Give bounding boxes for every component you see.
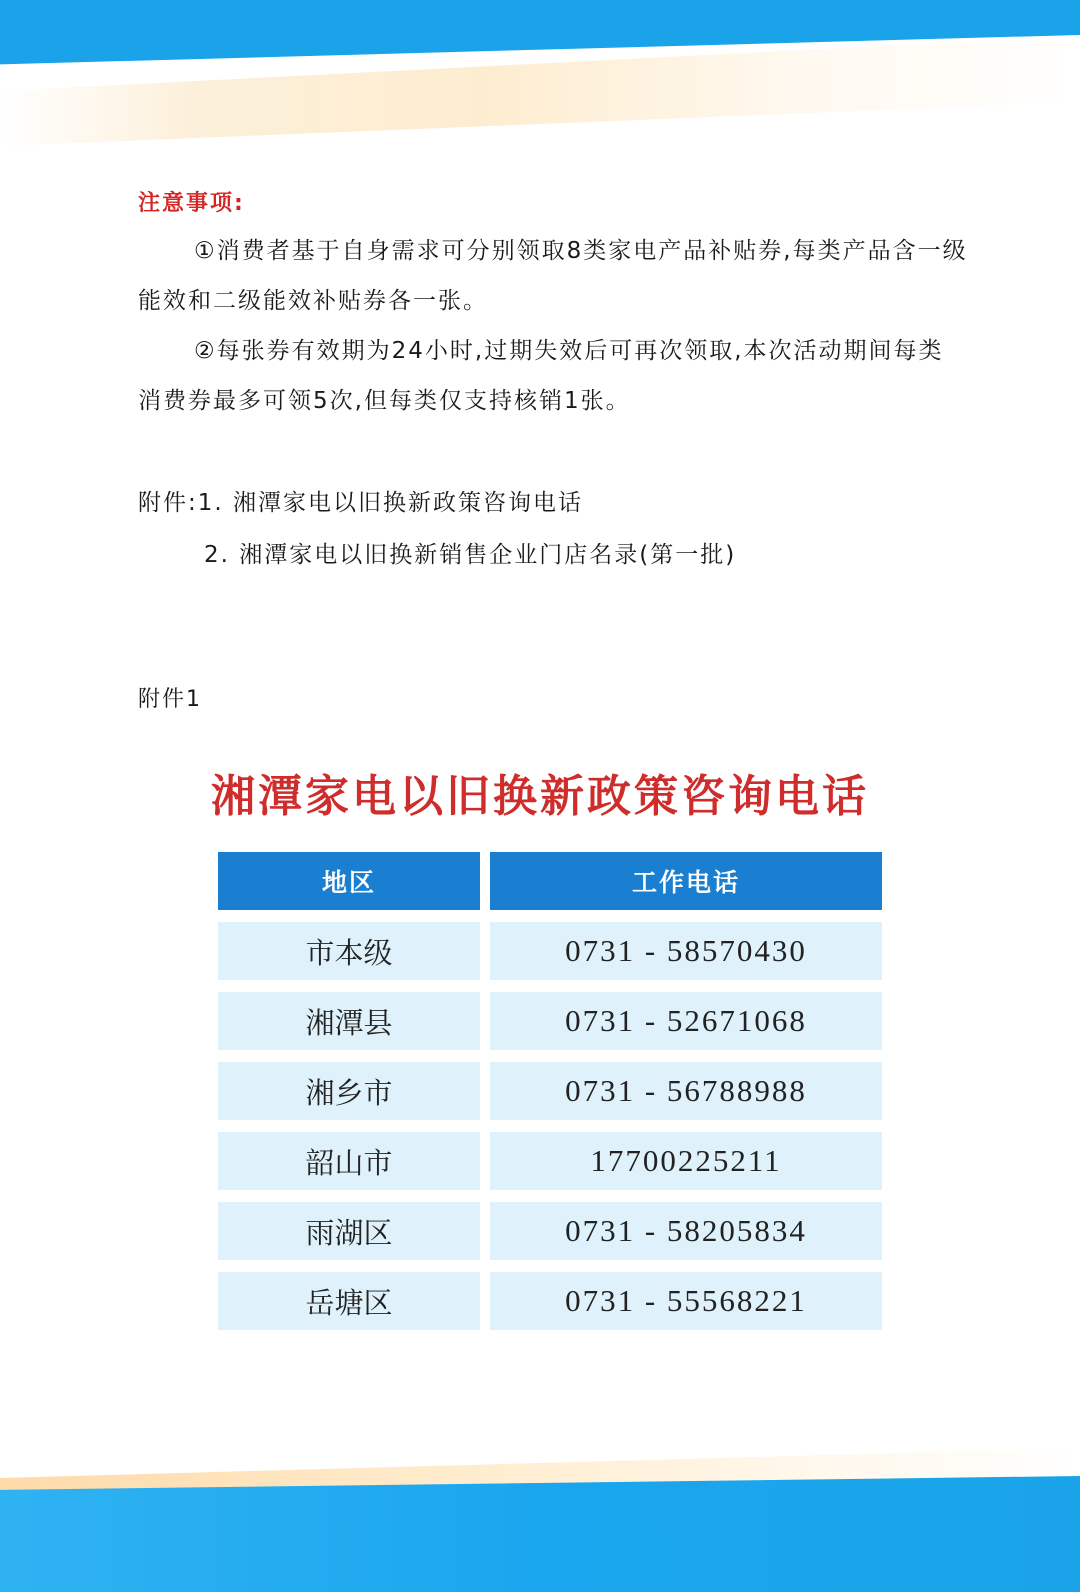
region-cell: 湘潭县 [218,992,480,1050]
phone-cell: 0731 - 58205834 [490,1202,882,1260]
phone-list-title: 湘潭家电以旧换新政策咨询电话 [211,771,869,822]
region-cell: 雨湖区 [218,1202,480,1260]
region-cell: 韶山市 [218,1132,480,1190]
table-row [218,1202,882,1260]
attachment-line-2: 2. 湘潭家电以旧换新销售企业门店名录(第一批) [204,542,737,568]
table-row [218,992,882,1050]
table-row [218,1272,882,1330]
phone-cell: 0731 - 58570430 [490,922,882,980]
header-phone: 工作电话 [490,852,882,910]
region-cell: 湘乡市 [218,1062,480,1120]
table-row [218,922,882,980]
annex-label: 附件1 [138,687,202,712]
bottom-blue-band [0,1476,1080,1592]
table-row [218,1132,882,1190]
phone-cell: 0731 - 55568221 [490,1272,882,1330]
table-header-row [218,852,882,910]
attachment-line-1: 附件:1. 湘潭家电以旧换新政策咨询电话 [138,490,584,516]
table-row [218,1062,882,1120]
note-item-2: ②每张券有效期为24小时,过期失效后可再次领取,本次活动期间每类消费券最多可领5次,但每类仅支持核销1张。 [138,338,944,414]
phone-cell: 0731 - 56788988 [490,1062,882,1120]
notes-title: 注意事项: [138,191,245,216]
region-cell: 岳塘区 [218,1272,480,1330]
phone-cell: 17700225211 [490,1132,882,1190]
note-item-1: ①消费者基于自身需求可分别领取8类家电产品补贴券,每类产品含一级能效和二级能效补贴券各一张。 [138,238,968,314]
header-region: 地区 [218,852,480,910]
region-cell: 市本级 [218,922,480,980]
phone-cell: 0731 - 52671068 [490,992,882,1050]
